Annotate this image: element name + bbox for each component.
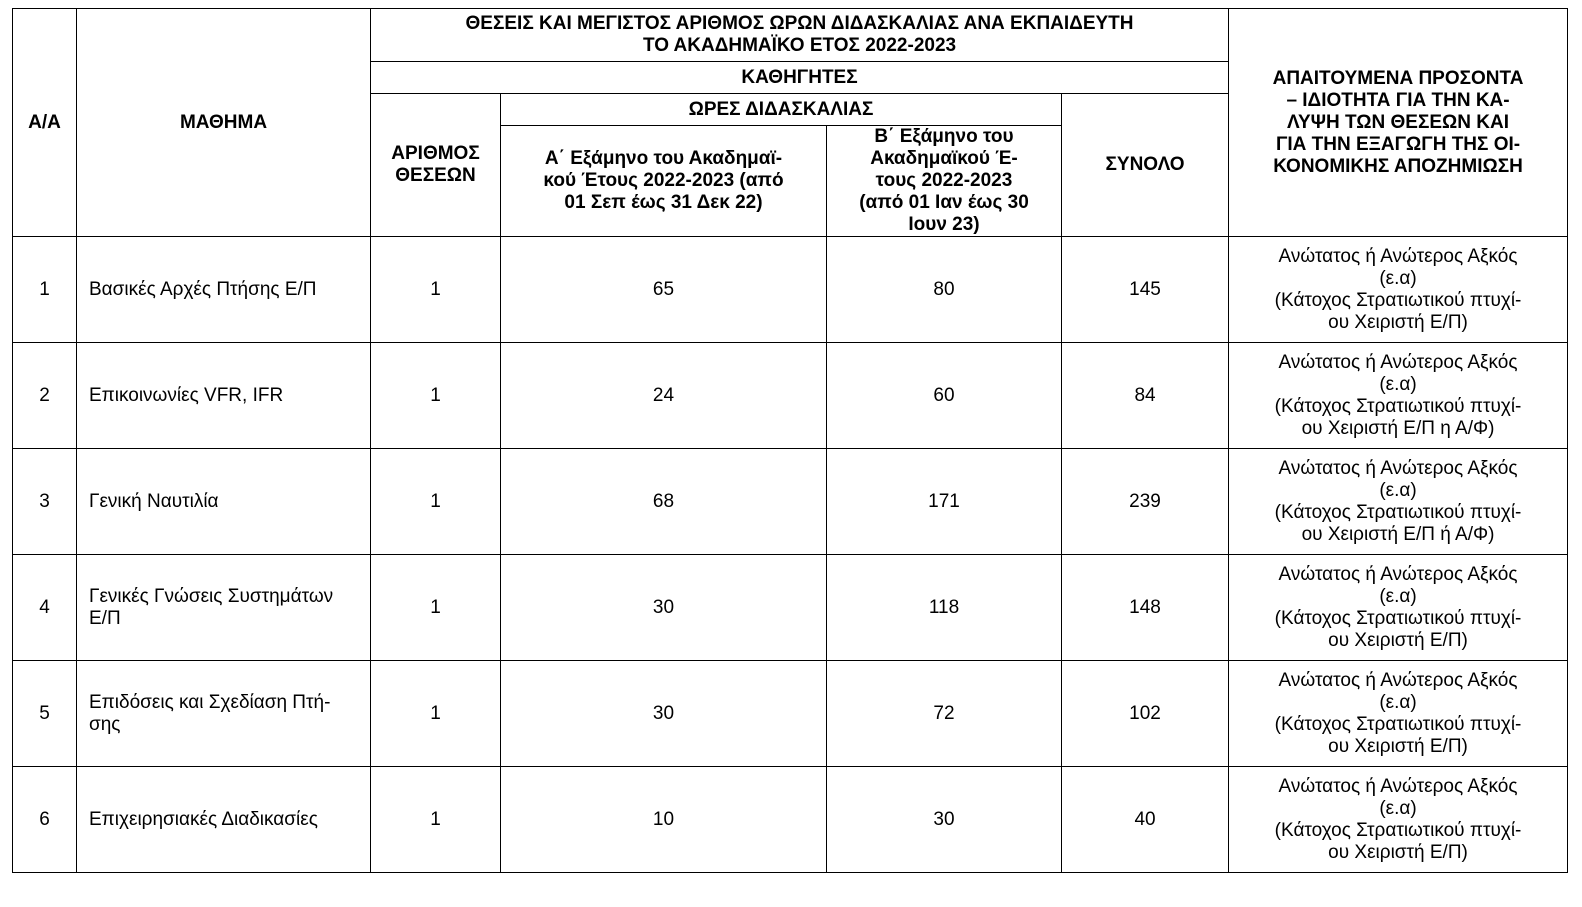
header-semester-a: Α΄ Εξάμηνο του Ακαδημαϊ- κού Έτους 2022-2023 (από 01 Σεπ έως 31 Δεκ 22) bbox=[501, 126, 827, 237]
cell-aa: 3 bbox=[13, 449, 77, 555]
cell-total: 102 bbox=[1062, 661, 1229, 767]
table-row bbox=[13, 449, 1568, 555]
header-positions: ΑΡΙΘΜΟΣ ΘΕΣΕΩΝ bbox=[371, 94, 501, 237]
table-row bbox=[13, 555, 1568, 661]
cell-total: 145 bbox=[1062, 237, 1229, 343]
cell-subject: Γενικές Γνώσεις Συστημάτων Ε/Π bbox=[77, 555, 371, 661]
cell-requirements: Ανώτατος ή Ανώτερος Αξκός (ε.α) (Κάτοχος Στρατιωτικού πτυχί- ου Χειριστή Ε/Π) bbox=[1229, 555, 1568, 661]
cell-sem-b: 72 bbox=[827, 661, 1062, 767]
cell-positions: 1 bbox=[371, 767, 501, 873]
cell-sem-b: 171 bbox=[827, 449, 1062, 555]
cell-positions: 1 bbox=[371, 343, 501, 449]
cell-total: 239 bbox=[1062, 449, 1229, 555]
cell-aa: 5 bbox=[13, 661, 77, 767]
cell-sem-b: 118 bbox=[827, 555, 1062, 661]
cell-sem-a: 30 bbox=[501, 661, 827, 767]
positions-table bbox=[12, 8, 1568, 873]
cell-positions: 1 bbox=[371, 449, 501, 555]
cell-requirements: Ανώτατος ή Ανώτερος Αξκός (ε.α) (Κάτοχος Στρατιωτικού πτυχί- ου Χειριστή Ε/Π η Α/Φ) bbox=[1229, 343, 1568, 449]
cell-subject: Επιχειρησιακές Διαδικασίες bbox=[77, 767, 371, 873]
cell-requirements: Ανώτατος ή Ανώτερος Αξκός (ε.α) (Κάτοχος Στρατιωτικού πτυχί- ου Χειριστή Ε/Π) bbox=[1229, 767, 1568, 873]
cell-sem-b: 60 bbox=[827, 343, 1062, 449]
cell-positions: 1 bbox=[371, 555, 501, 661]
cell-requirements: Ανώτατος ή Ανώτερος Αξκός (ε.α) (Κάτοχος Στρατιωτικού πτυχί- ου Χειριστή Ε/Π) bbox=[1229, 237, 1568, 343]
header-semester-b: Β΄ Εξάμηνο του Ακαδημαϊκού Έ- τους 2022-2023 (από 01 Ιαν έως 30 Ιουν 23) bbox=[827, 126, 1062, 237]
header-requirements: ΑΠΑΙΤΟΥΜΕΝΑ ΠΡΟΣΟΝΤΑ – ΙΔΙΟΤΗΤΑ ΓΙΑ ΤΗΝ ΚΑ- ΛΥΨΗ ΤΩΝ ΘΕΣΕΩΝ ΚΑΙ ΓΙΑ ΤΗΝ ΕΞΑΓΩΓΗ ΤΗΣ ΟΙ- ΚΟΝΟΜΙΚΗΣ ΑΠΟΖΗΜΙΩΣΗ bbox=[1229, 9, 1568, 237]
cell-sem-b: 30 bbox=[827, 767, 1062, 873]
table-row bbox=[13, 343, 1568, 449]
cell-requirements: Ανώτατος ή Ανώτερος Αξκός (ε.α) (Κάτοχος Στρατιωτικού πτυχί- ου Χειριστή Ε/Π ή Α/Φ) bbox=[1229, 449, 1568, 555]
cell-subject: Επιδόσεις και Σχεδίαση Πτή- σης bbox=[77, 661, 371, 767]
cell-sem-b: 80 bbox=[827, 237, 1062, 343]
cell-sem-a: 30 bbox=[501, 555, 827, 661]
cell-sem-a: 24 bbox=[501, 343, 827, 449]
table-row bbox=[13, 767, 1568, 873]
header-total: ΣΥΝΟΛΟ bbox=[1062, 94, 1229, 237]
cell-requirements: Ανώτατος ή Ανώτερος Αξκός (ε.α) (Κάτοχος Στρατιωτικού πτυχί- ου Χειριστή Ε/Π) bbox=[1229, 661, 1568, 767]
header-teaching-hours: ΩΡΕΣ ΔΙΔΑΣΚΑΛΙΑΣ bbox=[501, 94, 1062, 126]
cell-total: 148 bbox=[1062, 555, 1229, 661]
cell-sem-a: 10 bbox=[501, 767, 827, 873]
cell-positions: 1 bbox=[371, 661, 501, 767]
header-subject: ΜΑΘΗΜΑ bbox=[77, 9, 371, 237]
cell-positions: 1 bbox=[371, 237, 501, 343]
header-aa: Α/Α bbox=[13, 9, 77, 237]
cell-aa: 4 bbox=[13, 555, 77, 661]
cell-sem-a: 68 bbox=[501, 449, 827, 555]
cell-subject: Επικοινωνίες VFR, IFR bbox=[77, 343, 371, 449]
cell-aa: 1 bbox=[13, 237, 77, 343]
header-main-title: ΘΕΣΕΙΣ ΚΑΙ ΜΕΓΙΣΤΟΣ ΑΡΙΘΜΟΣ ΩΡΩΝ ΔΙΔΑΣΚΑΛΙΑΣ ΑΝΑ ΕΚΠΑΙΔΕΥΤΗ ΤΟ ΑΚΑΔΗΜΑΪΚΟ ΕΤΟΣ 2022-2023 bbox=[371, 9, 1229, 62]
cell-sem-a: 65 bbox=[501, 237, 827, 343]
cell-aa: 2 bbox=[13, 343, 77, 449]
cell-total: 84 bbox=[1062, 343, 1229, 449]
header-teachers: ΚΑΘΗΓΗΤΕΣ bbox=[371, 62, 1229, 94]
cell-total: 40 bbox=[1062, 767, 1229, 873]
table-row bbox=[13, 237, 1568, 343]
table-row bbox=[13, 661, 1568, 767]
cell-aa: 6 bbox=[13, 767, 77, 873]
cell-subject: Βασικές Αρχές Πτήσης Ε/Π bbox=[77, 237, 371, 343]
cell-subject: Γενική Ναυτιλία bbox=[77, 449, 371, 555]
